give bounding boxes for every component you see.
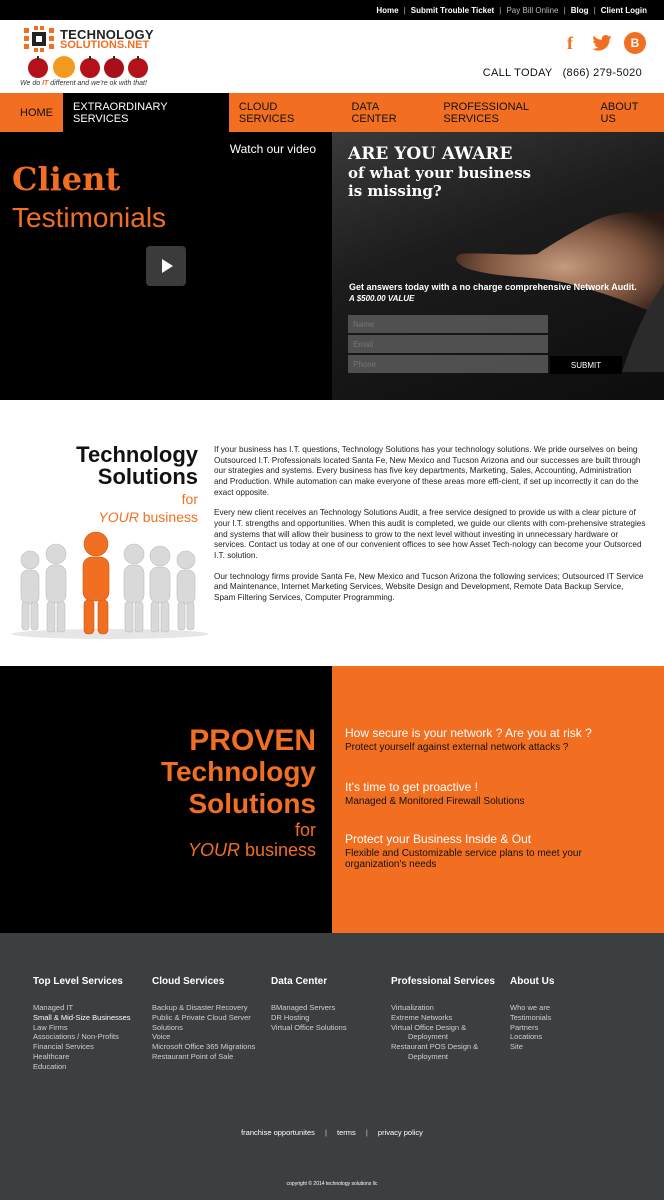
blogger-icon[interactable]: B	[624, 32, 646, 54]
network-audit-panel	[332, 132, 664, 400]
about-paragraph: Every new client receives an Technology Solutions Audit, a free service designed to provide us with a clear picture of your I.T. strengths and opportunities. When this audit is completed, we guide our clients with com-prehensive strategies and systems that will allow their business to grow to the next level without investing in unnecessary hardware or services. Contact us today at one of our convenient offices to see how Asset Tech-nology can become your Outsorced I.T. solution.	[214, 508, 646, 560]
feature-block[interactable]	[345, 832, 645, 870]
submit-button[interactable]: SUBMIT	[550, 356, 622, 374]
site-logo[interactable]	[20, 26, 165, 90]
about-title: Technology Solutions	[76, 442, 198, 489]
footer-link[interactable]: Public & Private Cloud Server	[152, 1012, 251, 1022]
footer-link[interactable]: Law Firms	[33, 1022, 68, 1032]
footer-link[interactable]: Site	[510, 1042, 523, 1051]
top-link-home[interactable]: Home	[376, 5, 399, 15]
proven-heading-panel	[0, 666, 332, 933]
testimonials-video-panel	[0, 132, 332, 400]
nav-home[interactable]: HOME	[20, 106, 53, 119]
about-body-text	[214, 445, 646, 614]
footer-link[interactable]: Extreme Networks	[391, 1012, 453, 1022]
footer-link[interactable]: Solutions	[152, 1022, 183, 1032]
separator: |	[365, 1128, 368, 1137]
about-section	[0, 400, 664, 666]
footer-link[interactable]: Healthcare	[33, 1051, 70, 1061]
logo-tagline: We do IT different and we're ok with that!	[20, 80, 147, 87]
phone-field[interactable]	[348, 355, 548, 373]
nav-cloud-services[interactable]: CLOUD SERVICES	[238, 100, 295, 125]
footer-col-about-us	[510, 975, 554, 1052]
footer-col-cloud-services	[152, 975, 255, 1062]
separator: |	[563, 5, 566, 15]
name-field[interactable]	[348, 315, 548, 333]
audit-offer-text: Get answers today with a no charge comprehensive Network Audit.	[349, 282, 637, 292]
audit-value-text: A $500.00 VALUE	[349, 294, 415, 303]
footer-link[interactable]: Virtual Office Design &	[391, 1022, 467, 1032]
proven-solutions: Solutions	[188, 788, 316, 819]
play-icon	[162, 259, 173, 273]
feature-heading: It's time to get proactive !	[345, 780, 479, 794]
top-link-client-login[interactable]: Client Login	[600, 5, 647, 15]
aware-heading: ARE YOU AWARE	[348, 144, 513, 164]
footer-link[interactable]: Small & Mid-Size Businesses	[33, 1012, 131, 1022]
logo-text-line2: SOLUTIONS.NET	[60, 39, 150, 51]
footer-link[interactable]: DR Hosting	[271, 1012, 310, 1022]
footer-col-title: Cloud Services	[152, 976, 225, 987]
proven-your-business: YOUR business	[187, 840, 316, 860]
footer-col-title: Data Center	[271, 976, 328, 987]
watch-video-label: Watch our video	[229, 142, 316, 156]
phone-number[interactable]: (866) 279-5020	[562, 67, 642, 79]
proven-features-panel	[332, 666, 664, 933]
footer-link[interactable]: Education	[33, 1061, 67, 1071]
franchise-link[interactable]: franchise opportunites	[241, 1128, 315, 1137]
feature-subtext: Flexible and Customizable service plans to meet your organization's needs	[345, 848, 582, 870]
footer-link[interactable]: Deployment	[408, 1051, 449, 1061]
footer-link[interactable]: Microsoft Office 365 Migrations	[152, 1042, 256, 1051]
footer-link[interactable]: Testimonials	[510, 1012, 552, 1022]
social-links	[560, 32, 646, 54]
testimonials-heading: Testimonials	[12, 202, 167, 233]
footer-link[interactable]: Locations	[510, 1032, 543, 1042]
site-header	[0, 20, 664, 93]
feature-block[interactable]	[345, 726, 645, 753]
gear-logo-icon	[24, 26, 54, 52]
footer-col-title: Professional Services	[391, 976, 495, 987]
footer-link[interactable]: Financial Services	[33, 1042, 94, 1051]
top-utility-bar	[0, 0, 664, 20]
apples-illustration	[26, 56, 156, 78]
top-link-pay-bill[interactable]: Pay Bill Online	[506, 5, 559, 15]
email-field[interactable]	[348, 335, 548, 353]
footer-link[interactable]: Voice	[152, 1032, 171, 1042]
call-label: CALL TODAY	[482, 67, 553, 79]
footer-link[interactable]: BManaged Servers	[271, 1003, 336, 1012]
footer-col-title: About Us	[510, 976, 555, 987]
separator: |	[403, 5, 406, 15]
footer-link[interactable]: Associations / Non-Profits	[33, 1032, 119, 1042]
footer-link[interactable]: Restaurant POS Design &	[391, 1042, 479, 1051]
footer-col-top-level-services	[33, 975, 131, 1071]
footer-col-professional-services	[391, 975, 495, 1062]
separator: |	[593, 5, 596, 15]
copyright: copyright © 2014 technology solutions llc	[286, 1181, 378, 1187]
footer-link[interactable]: Restaurant Point of Sale	[152, 1051, 234, 1061]
about-for: for	[181, 491, 198, 507]
feature-subtext: Protect yourself against external network attacks ?	[345, 742, 569, 753]
twitter-icon[interactable]	[592, 33, 612, 53]
footer-link[interactable]: Virtualization	[391, 1003, 434, 1012]
proven-technology: Technology	[160, 756, 316, 787]
feature-heading: Protect your Business Inside & Out	[345, 832, 532, 846]
top-link-trouble-ticket[interactable]: Submit Trouble Ticket	[410, 5, 495, 15]
feature-heading: How secure is your network ? Are you at risk ?	[345, 726, 592, 740]
privacy-link[interactable]: privacy policy	[377, 1128, 423, 1137]
hero-section	[0, 132, 664, 400]
terms-link[interactable]: terms	[337, 1128, 356, 1137]
footer-link[interactable]: Backup & Disaster Recovery	[152, 1003, 248, 1012]
footer-col-data-center	[271, 975, 347, 1032]
logo-text-line1: TECHNOLOGY	[60, 27, 154, 42]
footer-link[interactable]: Virtual Office Solutions	[271, 1022, 347, 1032]
footer-col-title: Top Level Services	[33, 976, 123, 987]
footer-link[interactable]: Managed IT	[33, 1003, 74, 1012]
feature-subtext: Managed & Monitored Firewall Solutions	[345, 796, 525, 807]
about-paragraph: Our technology firms provide Santa Fe, New Mexico and Tucson Arizona the following services; Outsourced IT Service and Maintenance, Internet Marketing Services, Website Design and Development, Remote Data Backup Service, Spam Filtering Services, Computer Programming.	[214, 571, 644, 602]
main-nav	[0, 93, 664, 132]
call-today	[473, 67, 642, 79]
footer-link[interactable]: Partners	[510, 1022, 539, 1032]
separator: |	[499, 5, 502, 15]
team-figures-image	[10, 530, 210, 640]
aware-subheading: of what your business is missing?	[348, 164, 531, 200]
about-paragraph: If your business has I.T. questions, Technology Solutions has your technology solutions. We pride ourselves on being Outsourced I.T. Professionals located Santa Fe, New Mexico and Tucson Arizona and our successes are built through our strategies and systems. Every business has five key departments, Marketing, Sales, Accounting, Administration and Production. While automation can make everyone of these areas more effi-cient, if set up incorrectly it can do the exact opposite.	[214, 445, 641, 497]
footer-link[interactable]: Who we are	[510, 1003, 551, 1012]
nav-data-center[interactable]: DATA CENTER	[351, 100, 397, 125]
play-button[interactable]	[146, 246, 186, 286]
proven-for: for	[294, 820, 316, 840]
footer-legal-links	[0, 1128, 664, 1137]
footer-link[interactable]: Deployment	[408, 1032, 449, 1042]
feature-block[interactable]	[345, 780, 645, 807]
nav-extraordinary-services[interactable]: EXTRAORDINARY SERVICES	[63, 93, 229, 132]
proven-section	[0, 666, 664, 933]
facebook-icon[interactable]: f	[567, 32, 573, 53]
about-your-business: YOUR business	[98, 509, 198, 525]
site-footer	[0, 933, 664, 1200]
proven-heading: PROVEN	[189, 724, 316, 757]
nav-professional-services[interactable]: PROFESSIONAL SERVICES	[443, 100, 529, 125]
top-link-blog[interactable]: Blog	[570, 5, 589, 15]
nav-about-us[interactable]: ABOUT US	[600, 100, 639, 125]
separator: |	[324, 1128, 327, 1137]
client-heading: Client	[12, 160, 121, 198]
